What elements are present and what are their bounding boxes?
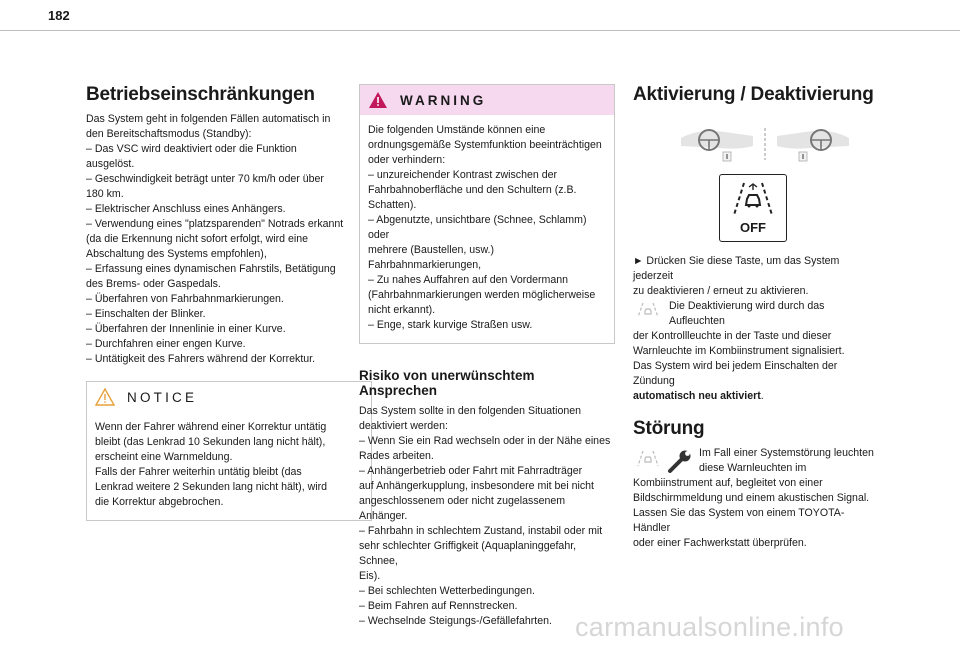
risk-text [359, 404, 615, 629]
text-line: – Untätigkeit des Fahrers während der Korrektur. [86, 353, 316, 365]
text-line: angeschlossenem oder nicht zugelassenem Anhänger. [359, 495, 566, 522]
text-line: – Elektrischer Anschluss eines Anhängers. [86, 203, 286, 215]
text-line: oder verhindern: [368, 154, 446, 166]
text-line: der Kontrollleuchte in der Taste und dieser [633, 330, 832, 342]
heading-risiko: Risiko von unerwünschtem Ansprechen [359, 368, 535, 398]
text-line: ► Drücken Sie diese Taste, um das System jederzeit [633, 255, 840, 282]
warning-title: WARNING [400, 92, 487, 108]
warning-box [359, 84, 615, 344]
text-line: (Fahrbahnmarkierungen werden möglicherweise [368, 289, 596, 301]
text-line: Die Deaktivierung wird durch das Aufleuchten [669, 300, 825, 327]
restart-text [633, 389, 881, 404]
text-line: oder einer Fachwerkstatt überprüfen. [633, 537, 807, 549]
text-line: Bildschirmmeldung und einem akustischen Signal. [633, 492, 870, 504]
activation-text [633, 254, 881, 404]
text-line: Das System geht in folgenden Fällen automatisch in [86, 113, 331, 125]
period-text: . [760, 390, 764, 402]
text-line: Abschaltung des Systems empfohlen), [86, 248, 267, 260]
notice-warning-triangle-icon [95, 388, 115, 406]
text-line: Die folgenden Umstände können eine [368, 124, 546, 136]
text-line: 180 km. [86, 188, 124, 200]
text-line: – Fahrbahn in schlechtem Zustand, instabil oder mit [359, 525, 603, 537]
text-line: (da die Erkennung nicht sofort erfolgt, wird eine [86, 233, 309, 245]
text-line: – Einschalten der Blinker. [86, 308, 206, 320]
top-divider [0, 30, 960, 31]
text-line: Das System wird bei jedem Einschalten der Zündung [633, 360, 838, 387]
dashboard-diagrams [679, 126, 881, 162]
fault-icons [633, 448, 693, 474]
text-line: Schatten). [368, 199, 417, 211]
diagram-divider [763, 126, 767, 162]
bold-text: automatisch neu aktiviert [633, 390, 761, 402]
text-line: Lassen Sie das System von einem TOYOTA-Händler [633, 507, 845, 534]
text-line: – Abgenutzte, unsichtbare (Schnee, Schlamm) oder [368, 214, 587, 241]
text-line: Fahrbahnoberfläche und den Schultern (z.B. [368, 184, 577, 196]
text-line: – Wenn Sie ein Rad wechseln oder in der Nähe eines [359, 435, 611, 447]
limitations-text [86, 112, 372, 367]
text-line: – Überfahren der Innenlinie in einer Kurve. [86, 323, 286, 335]
watermark: carmanualsonline.info [575, 612, 844, 642]
lane-assist-off-button[interactable] [719, 174, 787, 242]
lane-warning-light-icon [633, 301, 663, 319]
notice-text [87, 412, 371, 520]
text-line: – Durchfahren einer engen Kurve. [86, 338, 246, 350]
off-label: OFF [740, 220, 766, 235]
text-line: Rades arbeiten. [359, 450, 434, 462]
fault-paragraph [633, 446, 881, 476]
text-line: Wenn der Fahrer während einer Korrektur untätig [95, 421, 327, 433]
text-line: auf Anhängerkupplung, insbesondere mit bei nicht [359, 480, 594, 492]
text-line: erscheint eine Warnmeldung. [95, 451, 233, 463]
text-line: Falls der Fahrer weiterhin untätig bleibt (das [95, 466, 302, 478]
text-line: – Überfahren von Fahrbahnmarkierungen. [86, 293, 284, 305]
page-number: 182 [48, 8, 70, 23]
text-line: Kombiinstrument auf, begleitet von einer [633, 477, 823, 489]
text-line: den Bereitschaftsmodus (Standby): [86, 128, 252, 140]
text-line: Warnleuchte im Kombiinstrument signalisiert. [633, 345, 845, 357]
text-line: – Beim Fahren auf Rennstrecken. [359, 600, 518, 612]
text-line: Eis). [359, 570, 381, 582]
steering-wheel-right-diagram-icon [775, 126, 851, 162]
wrench-icon [667, 448, 693, 474]
text-line: nicht erkannt). [368, 304, 436, 316]
text-line: mehrere (Baustellen, usw.) Fahrbahnmarkierungen, [368, 244, 495, 271]
text-line: – Geschwindigkeit beträgt unter 70 km/h oder über [86, 173, 324, 185]
text-line: – Anhängerbetrieb oder Fahrt mit Fahrradträger [359, 465, 583, 477]
text-line: ausgelöst. [86, 158, 135, 170]
text-line: deaktiviert werden: [359, 420, 448, 432]
text-line: – Erfassung eines dynamischen Fahrstils, Betätigung [86, 263, 336, 275]
column-2 [359, 84, 615, 629]
heading-stoerung: Störung [633, 418, 705, 439]
warning-triangle-icon [368, 91, 388, 109]
fault-text [633, 446, 881, 551]
text-line: ordnungsgemäße Systemfunktion beeinträchtigen [368, 139, 602, 151]
lane-warning-light-icon [633, 448, 663, 468]
text-line: des Brems- oder Gaspedals. [86, 278, 221, 290]
text-line: – Wechselnde Steigungs-/Gefällefahrten. [359, 615, 552, 627]
text-line: – unzureichender Kontrast zwischen der [368, 169, 558, 181]
text-line: – Verwendung eines "platzsparenden" Notrads erkannt [86, 218, 344, 230]
text-line: Lenkrad weitere 2 Sekunden lang nicht hält), wird [95, 481, 328, 493]
text-line: die Korrektur abgebrochen. [95, 496, 224, 508]
text-line: Im Fall einer Systemstörung leuchten [699, 447, 874, 459]
heading-aktivierung: Aktivierung / Deaktivierung [633, 84, 874, 105]
steering-wheel-left-diagram-icon [679, 126, 755, 162]
column-1 [86, 84, 372, 521]
indicator-paragraph [633, 299, 881, 359]
text-line: – Zu nahes Auffahren auf den Vordermann [368, 274, 569, 286]
text-line: zu deaktivieren / erneut zu aktivieren. [633, 285, 809, 297]
lane-departure-icon [720, 175, 786, 221]
heading-betriebseinschraenkungen: Betriebseinschränkungen [86, 84, 315, 105]
warning-header [360, 85, 614, 115]
column-3 [633, 84, 881, 551]
text-line: – Enge, stark kurvige Straßen usw. [368, 319, 533, 331]
text-line: sehr schlechter Griffigkeit (Aquaplaninggefahr, Schnee, [359, 540, 577, 567]
notice-header [87, 382, 371, 412]
notice-title: NOTICE [127, 389, 198, 405]
notice-box [86, 381, 372, 521]
text-line: bleibt (das Lenkrad 10 Sekunden lang nicht hält), [95, 436, 326, 448]
text-line: – Das VSC wird deaktiviert oder die Funktion [86, 143, 297, 155]
warning-text [360, 115, 614, 343]
text-line: diese Warnleuchten im [699, 462, 807, 474]
text-line: Das System sollte in den folgenden Situationen [359, 405, 582, 417]
text-line: – Bei schlechten Wetterbedingungen. [359, 585, 535, 597]
